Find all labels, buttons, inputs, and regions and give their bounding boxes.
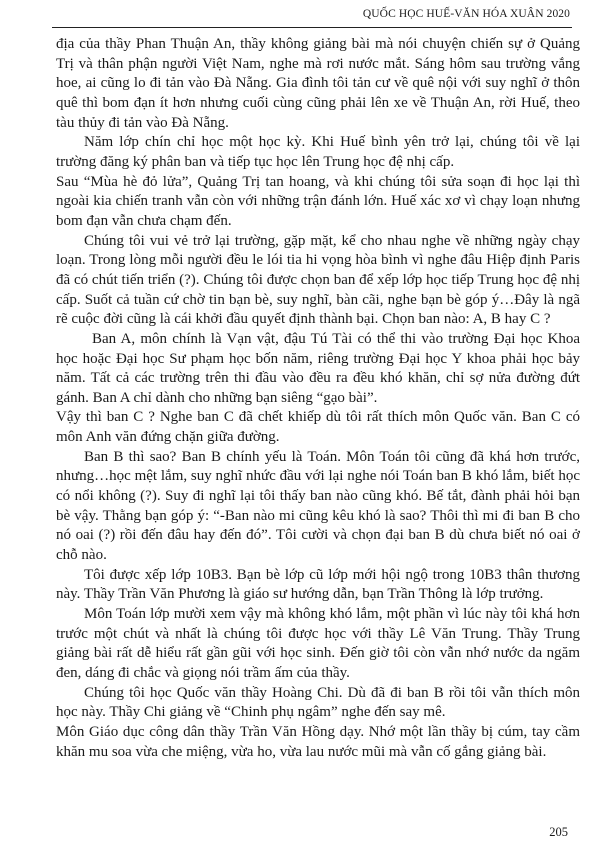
- paragraph: Tôi được xếp lớp 10B3. Bạn bè lớp cũ lớp mới hội ngộ trong 10B3 thân thương này. Thầy Trần Văn Phương là giáo sư hướng dẫn, bạn Trần Thông là lớp trưởng.: [56, 566, 580, 603]
- header-rule: [52, 27, 572, 28]
- paragraph: Chúng tôi học Quốc văn thầy Hoàng Chi. Dù đã đi ban B rồi tôi vẫn thích môn học này. Thầy Chi giảng về “Chinh phụ ngâm” nghe đến say mê.: [56, 684, 580, 721]
- paragraph: địa của thầy Phan Thuận An, thầy không giảng bài mà nói chuyện chiến sự ở Quảng Trị và thân phận người Việt Nam, nghe mà rơi nước mắt. Sáng hôm sau trường vắng hoe, ai cũng lo đi tản vào Đà Nẵng. Gia đình tôi tản cư về quê nội với suy nghĩ ở thôn quê thì bom đạn ít hơn nhưng cuối cùng cũng phải lên xe về Thuận An, rời Huế, theo tàu thủy đi tản vào Đà Nẵng.: [56, 36, 580, 131]
- paragraph: Chúng tôi vui vẻ trở lại trường, gặp mặt, kể cho nhau nghe về những ngày chạy loạn. Trong lòng mỗi người đều le lói tia hi vọng hòa bình vì nghe đâu Hiệp định Paris đã có chút tiến triển (?). Chúng tôi được chọn ban để xếp lớp học tiếp Trung học đệ nhị cấp. Suốt cả tuần cứ chờ tin bạn bè, suy nghĩ, bàn cãi, nghe bạn bè góp ý…Đây là ngã rẽ cuộc đời cũng là cái khởi đầu quyết định thành bại. Chọn ban nào: A, B hay C ?: [56, 232, 580, 328]
- paragraph: Ban B thì sao? Ban B chính yếu là Toán. Môn Toán tôi cũng đã khá hơn trước, nhưng…học mệt lắm, suy nghĩ nhức đầu với lại nghe nói Toán ban B khó lắm, biết học có nổi không (?). Suy đi nghĩ lại tôi thấy ban nào cũng khó. Bế tắt, đành phải hỏi bạn bè vậy. Thằng bạn góp ý: “-Ban nào mi cũng kêu khó là sao? Thôi thì mi đi ban B cho nó oai (?) rồi đến đâu hay đến đó”. Tôi cười và chọn đại ban B dù chưa biết nó oai ở chỗ nào.: [56, 448, 580, 564]
- paragraph: Sau “Mùa hè đỏ lửa”, Quảng Trị tan hoang, và khi chúng tôi sửa soạn đi học lại thì ngoài kia chiến tranh vẫn còn với những trận đánh lớn. Huế xác xơ vì chạy loạn nhưng bom đạn vẫn chưa chạm đến.: [56, 173, 580, 229]
- paragraph: Vậy thì ban C ? Nghe ban C đã chết khiếp dù tôi rất thích môn Quốc văn. Ban C có môn Anh văn đứng chặn giữa đường.: [56, 409, 580, 446]
- page-number: 205: [549, 825, 568, 839]
- paragraph: Môn Toán lớp mười xem vậy mà không khó lắm, một phần vì lúc này tôi khá hơn trước một chút và nhất là chúng tôi được học với thầy Lê Văn Trung. Thầy Trung giảng bài rất dễ hiểu rất gần gũi với học sinh. Đến giờ tôi còn vẫn nhớ nước da ngăm đen, dáng đi chắc và giọng nói trầm ấm của thầy.: [56, 606, 580, 681]
- paragraph: Năm lớp chín chỉ học một học kỳ. Khi Huế bình yên trở lại, chúng tôi về lại trường đăng ký phân ban và tiếp tục học lên Trung học đệ nhị cấp.: [56, 134, 580, 170]
- paragraph: Môn Giáo dục công dân thầy Trần Văn Hồng dạy. Nhớ một lần thầy bị cúm, tay cầm khăn mu soa vừa che miệng, vừa ho, vừa lau nước mũi mà vẫn cố gắng giảng bài.: [56, 723, 580, 760]
- paragraph: Ban A, môn chính là Vạn vật, đậu Tú Tài có thể thi vào trường Đại học Khoa học hoặc Đại học Sư phạm học bốn năm, riêng trường Đại học Y khoa phải học bảy năm. Tất cả các trường trên thi đầu vào đều ra đều khó khăn, chỉ sợ nửa đường đứt gánh. Ban A chỉ dành cho những bạn siêng “gạo bài”.: [56, 330, 580, 406]
- running-header: QUỐC HỌC HUẾ-VĂN HÓA XUÂN 2020: [362, 8, 570, 20]
- body-text: [56, 35, 580, 762]
